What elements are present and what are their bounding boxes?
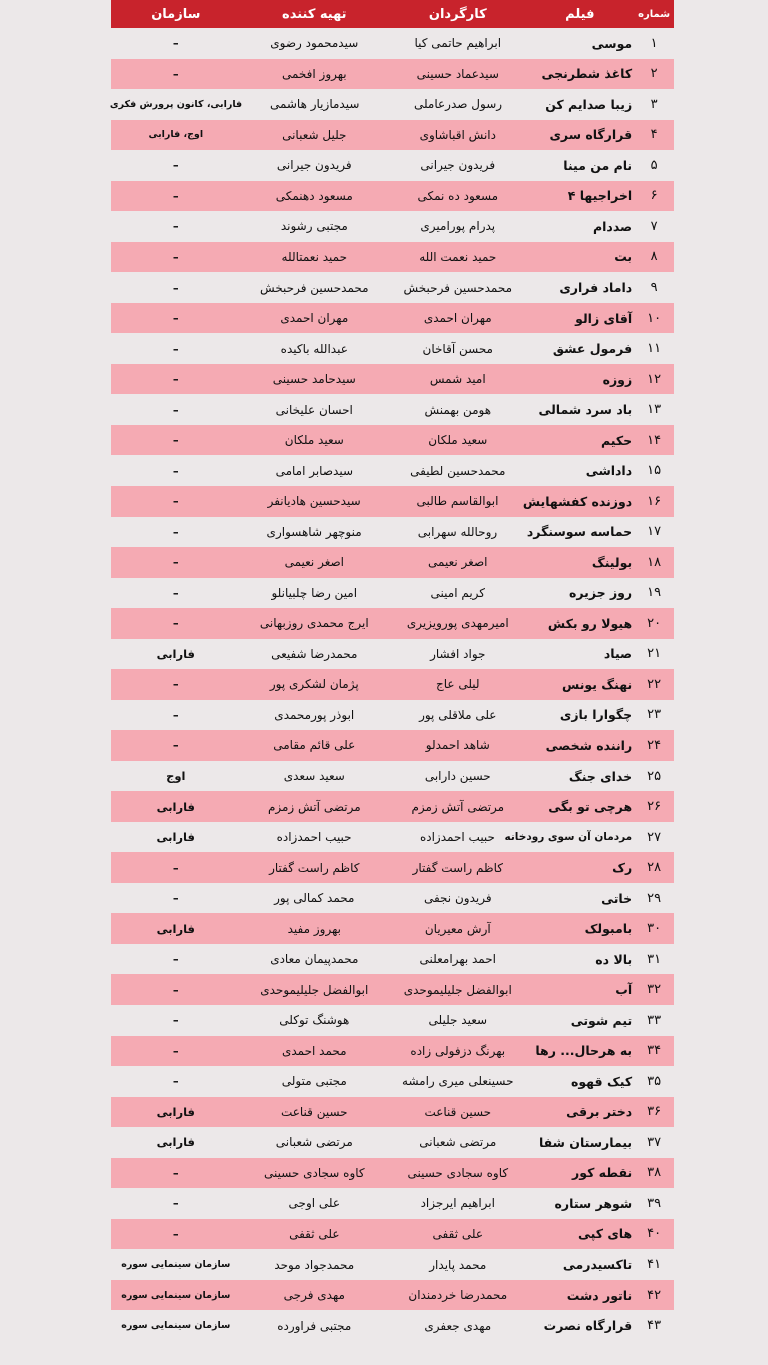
producer-name: کاوه سجادی حسینی	[263, 1165, 365, 1180]
row-number: ۷	[650, 218, 658, 234]
director-name: سعید جلیلی	[428, 1013, 488, 1028]
film-title: بت	[614, 249, 633, 265]
table-row	[111, 1310, 674, 1341]
header-organization: سازمان	[151, 6, 201, 22]
organization-name: –	[172, 494, 179, 509]
table-row	[111, 1036, 674, 1067]
organization-name: فارابی	[156, 830, 195, 845]
table-row	[111, 608, 674, 639]
table-row	[111, 1188, 674, 1219]
organization-name: فارابی	[156, 921, 195, 936]
organization-name: –	[172, 616, 179, 631]
producer-name: هوشنگ توکلی	[279, 1013, 350, 1028]
organization-name: –	[172, 280, 179, 295]
film-title: راننده شخصی	[545, 737, 633, 753]
director-name: رسول صدرعاملی	[413, 97, 503, 112]
row-number: ۳	[650, 96, 658, 112]
film-title: تاکسیدرمی	[562, 1257, 633, 1273]
film-title: بیمارستان شفا	[538, 1134, 633, 1150]
row-number: ۳۷	[647, 1134, 662, 1150]
row-number: ۲۳	[647, 707, 662, 723]
film-title: شوهر ستاره	[554, 1195, 633, 1211]
producer-name: پژمان لشکری پور	[269, 677, 359, 692]
director-name: احمد بهرامعلنی	[419, 952, 496, 967]
producer-name: ایرج محمدی روزبهانی	[259, 616, 369, 631]
table-row	[111, 1097, 674, 1128]
producer-name: سعید ملکان	[284, 433, 344, 448]
row-number: ۲۸	[647, 860, 662, 876]
row-number: ۸	[650, 249, 658, 265]
producer-name: حمید نعمتالله	[281, 249, 348, 264]
row-number: ۱۹	[647, 585, 662, 601]
table-body	[111, 28, 674, 1341]
producer-name: سیدصابر امامی	[275, 463, 354, 478]
organization-name: –	[172, 372, 179, 387]
row-number: ۳۲	[647, 982, 662, 998]
organization-name: فارابی	[156, 646, 195, 661]
organization-name: –	[172, 36, 179, 51]
film-title: هیولا رو بکش	[547, 615, 633, 631]
organization-name: –	[172, 860, 179, 875]
director-name: محمدحسین فرحبخش	[403, 280, 513, 295]
film-title: فرمول عشق	[552, 341, 633, 357]
film-title: صددام	[592, 218, 633, 234]
organization-name: اوج	[166, 769, 186, 784]
row-number: ۵	[650, 157, 658, 173]
director-name: فریدون نجفی	[423, 891, 492, 906]
film-title: تیم شوتی	[570, 1012, 633, 1028]
producer-name: اصغر نعیمی	[284, 555, 344, 570]
director-name: ابوالفضل جلیلیموحدی	[403, 982, 512, 997]
organization-name: سازمان سینمایی سوره	[121, 1289, 231, 1301]
director-name: اصغر نعیمی	[428, 555, 488, 570]
film-title: های کپی	[577, 1226, 633, 1242]
organization-name: فارابی	[156, 1135, 195, 1150]
film-title: زوزه	[602, 371, 633, 387]
producer-name: امین رضا چلبیانلو	[271, 585, 358, 600]
row-number: ۲۰	[647, 615, 662, 631]
header-director: کارگردان	[428, 6, 487, 22]
row-number: ۱۴	[647, 432, 662, 448]
table-row	[111, 1280, 674, 1311]
row-number: ۳۶	[647, 1104, 662, 1120]
organization-name: –	[172, 738, 179, 753]
director-name: حسینعلی میری رامشه	[402, 1074, 514, 1089]
header-number: شماره	[638, 8, 671, 20]
organization-name: –	[172, 402, 179, 417]
row-number: ۱۱	[647, 341, 662, 357]
table-row	[111, 120, 674, 151]
table-row	[111, 852, 674, 883]
producer-name: جلیل شعبانی	[282, 127, 347, 142]
table-row	[111, 669, 674, 700]
organization-name: سازمان سینمایی سوره	[121, 1259, 231, 1271]
film-title: کاغذ شطرنجی	[541, 66, 633, 82]
director-name: روحالله سهرابی	[417, 524, 498, 539]
director-name: آرش معیریان	[424, 921, 491, 936]
row-number: ۱۰	[647, 310, 662, 326]
row-number: ۴۲	[647, 1287, 662, 1303]
producer-name: عبدالله باکیده	[280, 341, 348, 356]
film-title: دوزنده کفشهایش	[522, 493, 633, 509]
header-film: فیلم	[565, 6, 595, 22]
organization-name: –	[172, 677, 179, 692]
film-title: زیبا صدایم کن	[545, 96, 633, 112]
organization-name: –	[172, 524, 179, 539]
film-title: آقای زالو	[575, 310, 633, 326]
director-name: ابراهیم حاتمی کیا	[414, 36, 502, 51]
table-row	[111, 1219, 674, 1250]
director-name: پدرام پورامیری	[420, 219, 496, 234]
row-number: ۲۵	[647, 768, 662, 784]
film-title: رک	[612, 860, 633, 876]
row-number: ۴۱	[647, 1257, 662, 1273]
producer-name: ابوالفضل جلیلیموحدی	[260, 982, 369, 997]
table-row	[111, 913, 674, 944]
row-number: ۱۶	[647, 493, 662, 509]
row-number: ۱	[650, 35, 658, 51]
row-number: ۲۴	[647, 737, 662, 753]
organization-name: فارابی	[156, 799, 195, 814]
director-name: امید شمس	[429, 372, 486, 387]
organization-name: –	[172, 555, 179, 570]
director-name: دانش اقباشاوی	[419, 127, 496, 142]
director-name: مسعود ده نمکی	[417, 188, 499, 203]
row-number: ۱۸	[647, 554, 662, 570]
row-number: ۱۵	[647, 463, 662, 479]
table-row	[111, 974, 674, 1005]
row-number: ۶	[650, 188, 658, 204]
row-number: ۴	[650, 127, 658, 143]
table-row	[111, 700, 674, 731]
table-row	[111, 486, 674, 517]
organization-name: –	[172, 1165, 179, 1180]
row-number: ۲۱	[647, 646, 662, 662]
producer-name: سیدمازیار هاشمی	[269, 97, 360, 112]
director-name: سیدعماد حسینی	[416, 66, 499, 81]
organization-name: سازمان سینمایی سوره	[121, 1320, 231, 1332]
row-number: ۴۰	[647, 1226, 662, 1242]
director-name: محسن آقاخان	[422, 341, 493, 356]
organization-name: –	[172, 341, 179, 356]
producer-name: محمدجواد موحد	[274, 1257, 355, 1272]
film-title: صیاد	[603, 646, 633, 662]
film-title: کیک قهوه	[570, 1073, 633, 1089]
table-row	[111, 822, 674, 853]
table-row	[111, 547, 674, 578]
producer-name: علی ثقفی	[289, 1226, 340, 1241]
table-row	[111, 150, 674, 181]
table-row	[111, 791, 674, 822]
director-name: جواد افشار	[430, 646, 486, 661]
film-title: روز جزیره	[568, 585, 633, 601]
producer-name: مجتبی متولی	[281, 1074, 347, 1089]
table-row	[111, 1158, 674, 1189]
director-name: بهرنگ دزفولی زاده	[410, 1043, 506, 1058]
film-title: حماسه سوسنگرد	[526, 524, 633, 540]
director-name: حسین قناعت	[424, 1104, 492, 1119]
table-header	[111, 0, 674, 28]
organization-name: –	[172, 982, 179, 997]
producer-name: حسین قناعت	[280, 1104, 348, 1119]
row-number: ۱۷	[647, 524, 662, 540]
table-row	[111, 761, 674, 792]
director-name: علی ملاقلی پور	[419, 707, 497, 722]
director-name: فریدون جیرانی	[420, 158, 496, 173]
table-row	[111, 28, 674, 59]
film-title: به هرحال... رها	[535, 1043, 633, 1059]
producer-name: محمدحسین فرحبخش	[260, 280, 369, 295]
producer-name: علی قائم مقامی	[273, 738, 356, 753]
director-name: مرتضی آتش زمزم	[411, 799, 505, 814]
film-title: قرارگاه نصرت	[543, 1318, 633, 1334]
director-name: مهدی جعفری	[424, 1318, 492, 1333]
director-name: سعید ملکان	[428, 433, 488, 448]
director-name: کاظم راست گفتار	[412, 860, 503, 875]
director-name: علی ثقفی	[432, 1226, 483, 1241]
director-name: مرتضی شعبانی	[419, 1135, 497, 1150]
table-row	[111, 1066, 674, 1097]
film-title: حکیم	[600, 432, 633, 448]
row-number: ۲۹	[647, 890, 662, 906]
organization-name: –	[172, 1074, 179, 1089]
film-title: هرچی تو بگی	[548, 799, 633, 815]
table-row	[111, 1005, 674, 1036]
producer-name: محمد کمالی پور	[274, 891, 355, 906]
organization-name: –	[172, 188, 179, 203]
table-row	[111, 242, 674, 273]
organization-name: –	[172, 158, 179, 173]
film-title: موسی	[591, 35, 633, 51]
table-row	[111, 578, 674, 609]
director-name: ابراهیم ایرجزاد	[420, 1196, 495, 1211]
row-number: ۲۷	[647, 829, 662, 845]
table-row	[111, 211, 674, 242]
director-name: ابوالقاسم طالبی	[416, 494, 499, 509]
film-title: بامبولک	[584, 921, 633, 937]
row-number: ۱۳	[647, 402, 662, 418]
producer-name: علی اوجی	[288, 1196, 341, 1211]
table-row	[111, 272, 674, 303]
director-name: مهران احمدی	[423, 311, 492, 326]
director-name: حمید نعمت الله	[419, 249, 497, 264]
organization-name: –	[172, 1013, 179, 1028]
organization-name: –	[172, 1196, 179, 1211]
producer-name: محمدپیمان معادی	[270, 952, 359, 967]
row-number: ۲۶	[647, 799, 662, 815]
film-title: باد سرد شمالی	[538, 402, 633, 418]
row-number: ۳۴	[647, 1043, 662, 1059]
film-title: داماد فراری	[559, 280, 633, 296]
organization-name: –	[172, 249, 179, 264]
producer-name: مرتضی شعبانی	[275, 1135, 353, 1150]
film-title: دختر برقی	[566, 1104, 633, 1120]
producer-name: سعید سعدی	[283, 769, 345, 784]
organization-name: –	[172, 66, 179, 81]
director-name: کریم امینی	[430, 585, 486, 600]
organization-name: –	[172, 891, 179, 906]
organization-name: –	[172, 585, 179, 600]
table-row	[111, 517, 674, 548]
producer-name: مجتبی رشوند	[280, 219, 348, 234]
producer-name: احسان علیخانی	[275, 402, 353, 417]
producer-name: ابوذر پورمحمدی	[274, 707, 355, 722]
producer-name: مرتضی آتش زمزم	[267, 799, 361, 814]
organization-name: –	[172, 707, 179, 722]
table-row	[111, 89, 674, 120]
row-number: ۳۳	[647, 1012, 662, 1028]
producer-name: بهروز مفید	[287, 921, 341, 936]
row-number: ۳۸	[647, 1165, 662, 1181]
producer-name: حبیب احمدزاده	[276, 830, 352, 845]
film-title: مردمان آن سوی رودخانه	[504, 831, 633, 844]
organization-name: –	[172, 1226, 179, 1241]
row-number: ۹	[650, 280, 658, 296]
producer-name: بهروز افخمی	[281, 66, 347, 81]
producer-name: فریدون جیرانی	[276, 158, 352, 173]
table-row	[111, 333, 674, 364]
producer-name: مهران احمدی	[280, 311, 349, 326]
table-row	[111, 1127, 674, 1158]
director-name: محمد پایدار	[429, 1257, 487, 1272]
table-row	[111, 944, 674, 975]
director-name: هومن بهمنش	[424, 402, 492, 417]
producer-name: مجتبی فراورده	[277, 1318, 352, 1333]
organization-name: اوج، فارابی	[148, 129, 204, 141]
director-name: حسین دارابی	[424, 769, 491, 784]
director-name: محمدحسین لطیفی	[410, 463, 506, 478]
organization-name: –	[172, 1043, 179, 1058]
table-row	[111, 364, 674, 395]
table-row	[111, 394, 674, 425]
film-title: داداشی	[585, 463, 633, 479]
film-title: خاتی	[601, 890, 633, 906]
organization-name: –	[172, 433, 179, 448]
producer-name: محمد احمدی	[281, 1043, 347, 1058]
table-row	[111, 425, 674, 456]
row-number: ۴۳	[647, 1318, 662, 1334]
producer-name: کاظم راست گفتار	[269, 860, 360, 875]
organization-name: –	[172, 463, 179, 478]
film-title: بولینگ	[591, 554, 633, 570]
organization-name: –	[172, 952, 179, 967]
director-name: کاوه سجادی حسینی	[407, 1165, 509, 1180]
organization-name: فارابی، کانون پرورش فکری	[109, 98, 243, 110]
producer-name: مهدی فرجی	[283, 1288, 345, 1303]
film-title: اخراجیها ۴	[567, 188, 633, 204]
film-title: قرارگاه سری	[549, 127, 633, 143]
table-row	[111, 181, 674, 212]
producer-name: سیدمحمود رضوی	[270, 36, 359, 51]
header-producer: تهیه کننده	[282, 6, 347, 22]
row-number: ۳۰	[647, 921, 662, 937]
row-number: ۳۱	[647, 951, 662, 967]
row-number: ۲۲	[647, 676, 662, 692]
film-title: چگوارا بازی	[559, 707, 633, 723]
producer-name: سیدحسین هادیانفر	[267, 494, 361, 509]
film-title: خدای جنگ	[568, 768, 633, 784]
table-row	[111, 883, 674, 914]
director-name: لیلی عاج	[435, 677, 480, 692]
organization-name: –	[172, 311, 179, 326]
film-title: نهنگ یونس	[562, 676, 633, 692]
row-number: ۳۹	[647, 1195, 662, 1211]
table-row	[111, 455, 674, 486]
producer-name: محمدرضا شفیعی	[271, 646, 358, 661]
row-number: ۱۲	[647, 371, 662, 387]
table-row	[111, 59, 674, 90]
table-row	[111, 1249, 674, 1280]
table-row	[111, 639, 674, 670]
films-table	[111, 0, 674, 1341]
film-title: ناتور دشت	[566, 1287, 633, 1303]
organization-name: –	[172, 219, 179, 234]
row-number: ۲	[650, 66, 658, 82]
row-number: ۳۵	[647, 1073, 662, 1089]
organization-name: فارابی	[156, 1104, 195, 1119]
director-name: شاهد احمدلو	[425, 738, 490, 753]
producer-name: سیدحامد حسینی	[272, 372, 356, 387]
table-row	[111, 730, 674, 761]
film-title: بالا ده	[595, 951, 633, 967]
film-title: نام من مینا	[563, 157, 633, 173]
director-name: حبیب احمدزاده	[419, 830, 495, 845]
producer-name: مسعود دهنمکی	[275, 188, 353, 203]
film-title: نقطه کور	[572, 1165, 633, 1181]
director-name: امیرمهدی پورویزیری	[406, 616, 509, 631]
director-name: محمدرضا خردمندان	[408, 1288, 508, 1303]
table-row	[111, 303, 674, 334]
film-title: آب	[615, 982, 633, 998]
producer-name: منوچهر شاهسواری	[266, 524, 362, 539]
